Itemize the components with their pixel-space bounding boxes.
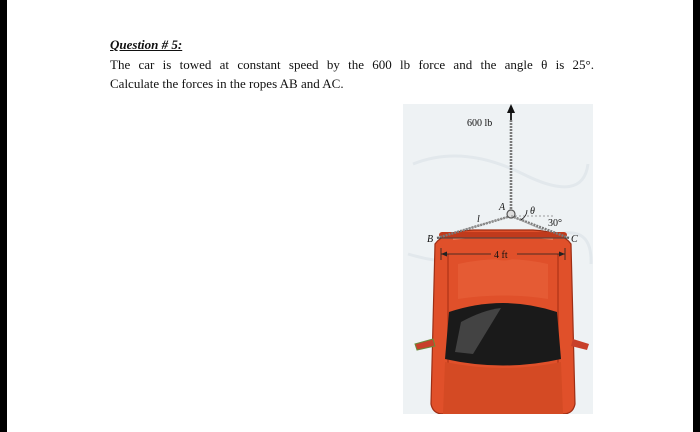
question-text-line-1: The car is towed at constant speed by the 600 lb force and the angle θ is 25°. [110, 57, 594, 72]
angle-label: 30° [548, 218, 562, 229]
point-a-label: A [499, 202, 506, 213]
document-page [7, 0, 693, 432]
l-label: l [477, 214, 480, 225]
towed-car-figure [403, 104, 593, 414]
length-label: 4 ft [494, 250, 508, 261]
point-b-label: B [427, 234, 434, 245]
question-text-line-2: Calculate the forces in the ropes AB and AC. [110, 76, 344, 91]
car-diagram [403, 104, 593, 414]
force-label: 600 lb [467, 118, 493, 129]
theta-label: θ [530, 206, 535, 217]
question-title: Question # 5: [110, 37, 183, 52]
point-c-label: C [571, 234, 578, 245]
ring-a [507, 210, 515, 218]
